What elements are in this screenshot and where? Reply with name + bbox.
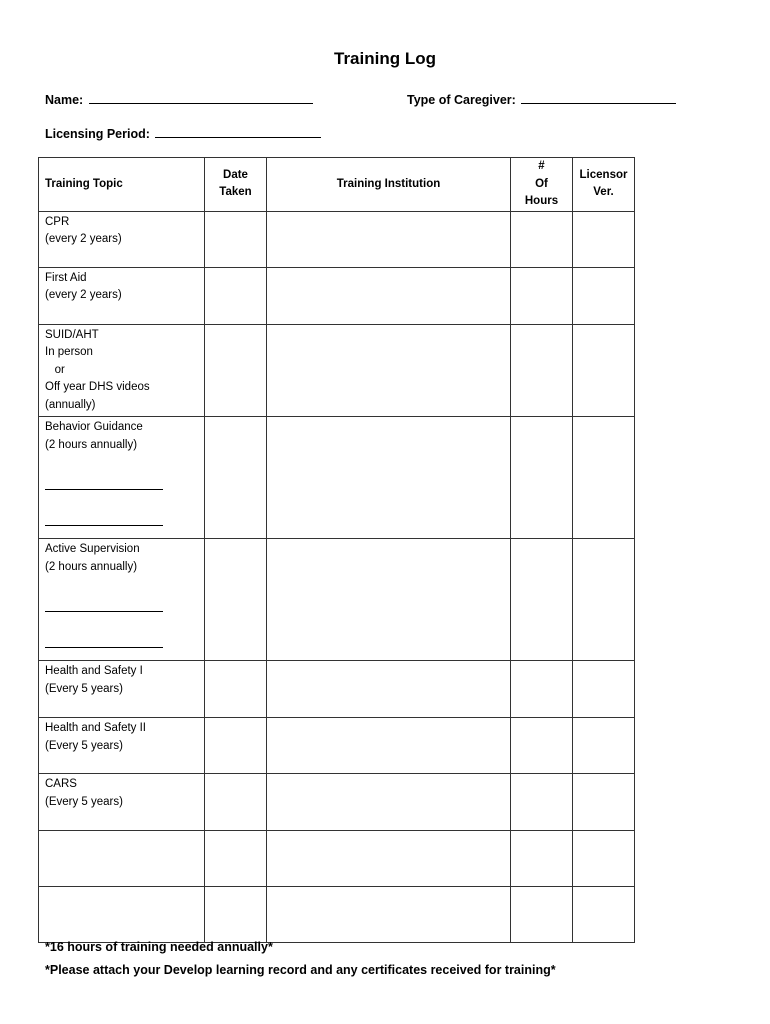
date-cell[interactable] [205,718,267,774]
header-licensor-ver: Licensor Ver. [573,158,635,212]
licensor-cell[interactable] [573,539,635,661]
topic-cell[interactable] [39,887,205,943]
name-label: Name: [45,93,84,107]
table-row [39,661,635,718]
institution-cell[interactable] [267,267,511,324]
topic-cell: Health and Safety I (Every 5 years) [39,661,205,718]
topic-cell[interactable] [39,831,205,887]
institution-cell[interactable] [267,774,511,831]
hours-cell[interactable] [511,211,573,267]
caregiver-type-field [407,91,676,107]
licensor-cell[interactable] [573,718,635,774]
licensor-cell[interactable] [573,324,635,417]
table-row [39,417,635,539]
licensor-cell[interactable] [573,417,635,539]
hours-cell[interactable] [511,718,573,774]
licensing-period-field [45,125,321,141]
topic-cell: CARS (Every 5 years) [39,774,205,831]
blank-fill-line[interactable] [45,508,163,527]
date-cell[interactable] [205,887,267,943]
topic-cell: First Aid (every 2 years) [39,267,205,324]
licensor-cell[interactable] [573,211,635,267]
header-hours: # Of Hours [511,158,573,212]
page-title: Training Log [334,49,436,68]
hours-cell[interactable] [511,267,573,324]
blank-fill-line[interactable] [45,630,163,649]
licensor-cell[interactable] [573,887,635,943]
topic-cell: CPR (every 2 years) [39,211,205,267]
institution-cell[interactable] [267,661,511,718]
table-row [39,831,635,887]
date-cell[interactable] [205,661,267,718]
table-row [39,774,635,831]
table-row [39,267,635,324]
table-row [39,211,635,267]
hours-cell[interactable] [511,539,573,661]
table-header-row [39,158,635,212]
topic-cell: Health and Safety II (Every 5 years) [39,718,205,774]
institution-cell[interactable] [267,211,511,267]
institution-cell[interactable] [267,831,511,887]
institution-cell[interactable] [267,417,511,539]
licensor-cell[interactable] [573,774,635,831]
institution-cell[interactable] [267,539,511,661]
date-cell[interactable] [205,211,267,267]
date-cell[interactable] [205,267,267,324]
footer-note-attach: *Please attach your Develop learning record and any certificates received for training* [45,963,556,977]
name-field [45,91,313,107]
hours-cell[interactable] [511,774,573,831]
training-log-table [38,157,635,943]
name-input-line[interactable] [89,91,313,104]
hours-cell[interactable] [511,831,573,887]
licensor-cell[interactable] [573,661,635,718]
date-cell[interactable] [205,539,267,661]
table-row [39,539,635,661]
header-training-topic: Training Topic [39,158,205,212]
topic-cell: Active Supervision (2 hours annually) [39,539,205,661]
caregiver-type-label: Type of Caregiver: [407,93,516,107]
date-cell[interactable] [205,324,267,417]
date-cell[interactable] [205,774,267,831]
topic-cell: SUID/AHT In person or Off year DHS videos (annually) [39,324,205,417]
licensor-cell[interactable] [573,267,635,324]
header-training-institution: Training Institution [267,158,511,212]
table-row [39,887,635,943]
institution-cell[interactable] [267,887,511,943]
footer-note-hours: *16 hours of training needed annually* [45,940,273,954]
date-cell[interactable] [205,417,267,539]
hours-cell[interactable] [511,661,573,718]
institution-cell[interactable] [267,324,511,417]
date-cell[interactable] [205,831,267,887]
licensing-period-input-line[interactable] [155,125,321,138]
caregiver-type-input-line[interactable] [521,91,676,104]
hours-cell[interactable] [511,417,573,539]
topic-cell: Behavior Guidance (2 hours annually) [39,417,205,539]
blank-fill-line[interactable] [45,472,163,491]
hours-cell[interactable] [511,324,573,417]
licensing-period-label: Licensing Period: [45,127,150,141]
institution-cell[interactable] [267,718,511,774]
blank-fill-line[interactable] [45,594,163,613]
table-row [39,718,635,774]
licensor-cell[interactable] [573,831,635,887]
table-row [39,324,635,417]
hours-cell[interactable] [511,887,573,943]
header-date-taken: Date Taken [205,158,267,212]
